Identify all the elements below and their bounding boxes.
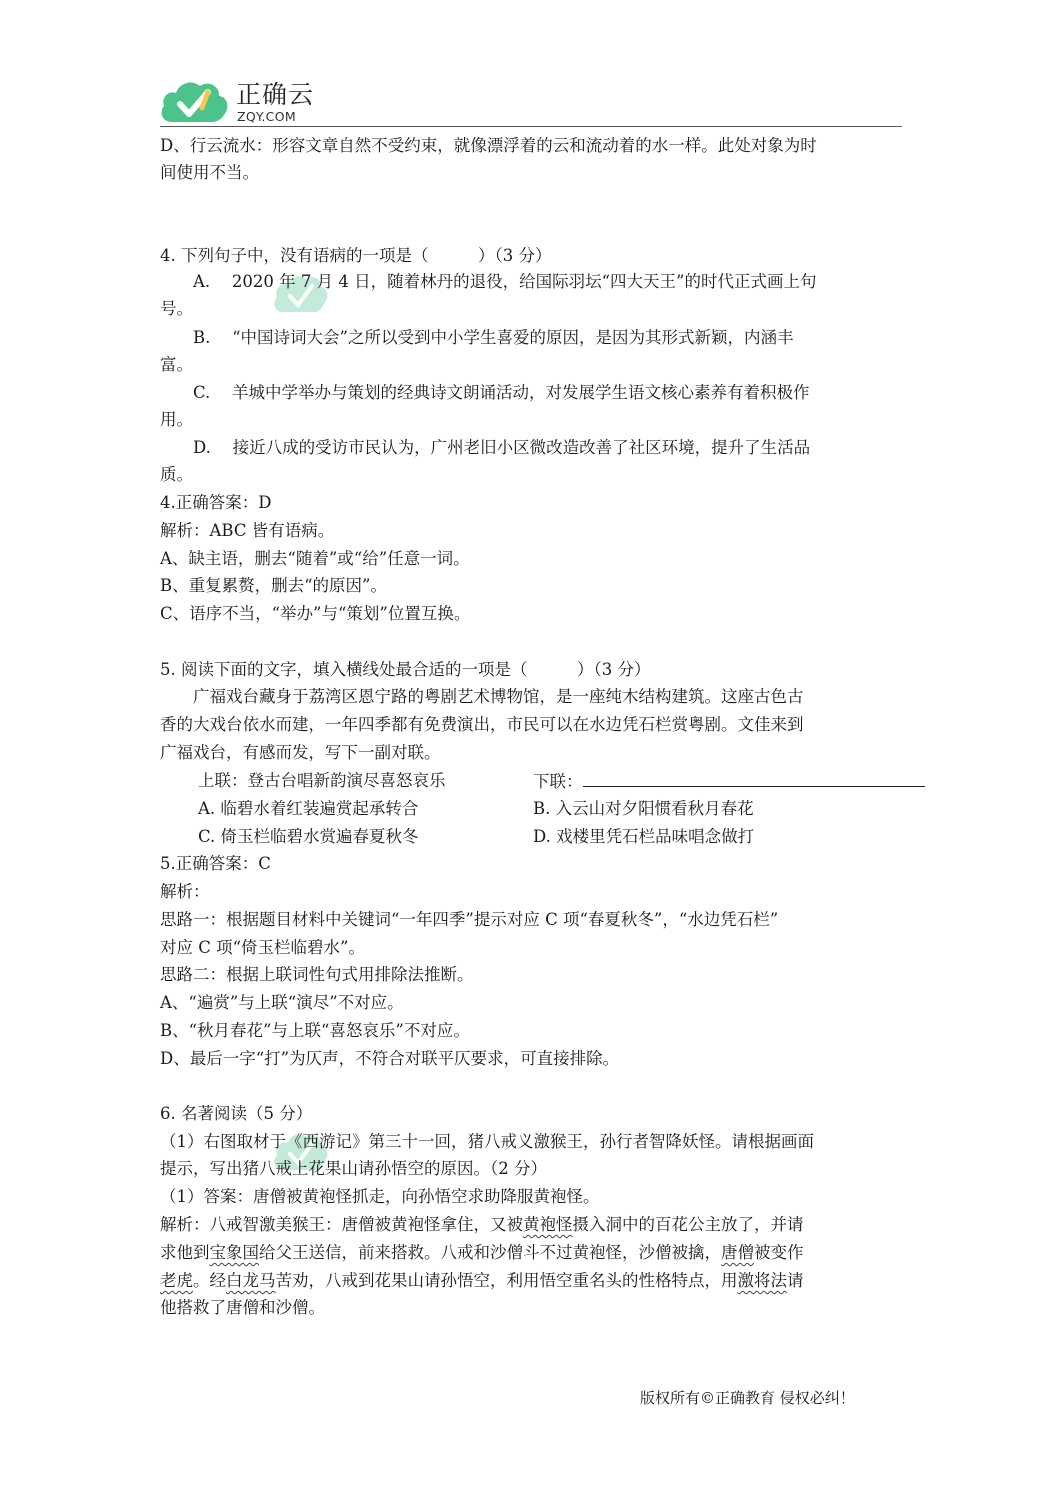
text-line: 号。: [160, 299, 193, 318]
q4-option-c: C. 羊城中学举办与策划的经典诗文朗诵活动，对发展学生语文核心素养有着积极作: [160, 383, 810, 402]
analysis-text: 给父王送信，前来搭救。八戒和沙僧斗不过黄袍怪，沙僧被擒，: [259, 1243, 721, 1262]
text-line: 对应 C 项“倚玉栏临碧水”。: [160, 938, 365, 957]
text-line: 质。: [160, 465, 193, 484]
analysis-line: [160, 1270, 804, 1292]
text-line: 广福戏台藏身于荔湾区恩宁路的粤剧艺术博物馆，是一座纯木结构建筑。这座古色古: [160, 687, 804, 706]
text-line: 思路二：根据上联词性句式用排除法推断。: [160, 965, 474, 984]
analysis-text: 被变作: [754, 1243, 804, 1262]
analysis-line: [160, 1242, 804, 1264]
text-line: D、行云流水：形容文章自然不受约束，就像漂浮着的云和流动着的水一样。此处对象为时: [160, 136, 817, 155]
question-5-stem: 5. 阅读下面的文字，填入横线处最合适的一项是（ ）（3 分）: [160, 660, 651, 679]
text-line: A、“遍赏”与上联“演尽”不对应。: [160, 993, 404, 1012]
text-line: B、重复累赘，删去“的原因”。: [160, 576, 387, 595]
analysis-line: [160, 1214, 804, 1236]
proper-noun: 宝象国: [209, 1243, 259, 1262]
couplet-lower: [533, 770, 925, 793]
text-line: （1）右图取材于《西游记》第三十一回，猪八戒义激猴王，孙行者智降妖怪。请根据画面: [160, 1132, 814, 1151]
logo-text: 正确云: [236, 80, 315, 109]
analysis-text: 求他到: [160, 1243, 210, 1262]
text-line: 提示，写出猪八戒上花果山请孙悟空的原因。（2 分）: [160, 1159, 547, 1178]
text-line: C、语序不当，“举办”与“策划”位置互换。: [160, 604, 471, 623]
logo-subtext: ZQY.COM: [237, 109, 296, 124]
text-line: 他搭救了唐僧和沙僧。: [160, 1298, 325, 1317]
text-line: 用。: [160, 410, 193, 429]
q6-answer: （1）答案：唐僧被黄袍怪抓走，向孙悟空求助降服黄袍怪。: [160, 1187, 600, 1206]
text-line: 思路一：根据题目材料中关键词“一年四季”提示对应 C 项“春夏秋冬”，“水边凭石栏”: [160, 910, 779, 929]
question-6-stem: 6. 名著阅读（5 分）: [160, 1104, 313, 1123]
q4-option-a: A. 2020 年 7 月 4 日，随着林丹的退役，给国际羽坛“四大天王”的时代正式画上句: [160, 272, 817, 291]
q5-option-a: A. 临碧水着红装遍赏起承转合: [198, 799, 419, 818]
q4-option-b: B. “中国诗词大会”之所以受到中小学生喜爱的原因，是因为其形式新颖，内涵丰: [160, 328, 794, 347]
question-4-stem: 4. 下列句子中，没有语病的一项是（ ）（3 分）: [160, 246, 552, 265]
couplet-upper: 上联：登古台唱新韵演尽喜怒哀乐: [198, 771, 446, 790]
copyright-footer: 版权所有©正确教育 侵权必纠！: [640, 1389, 855, 1407]
analysis-text: 摄入洞中的百花公主放了，并请: [572, 1215, 804, 1234]
q5-option-c: C. 倚玉栏临碧水赏遍春夏秋冬: [198, 827, 419, 846]
proper-noun: 唐僧: [721, 1243, 754, 1262]
analysis-text: 解析：八戒智激美猴王：唐僧被黄袍怪拿住，又被: [160, 1215, 523, 1234]
answer-blank: [583, 770, 925, 787]
q5-option-d: D. 戏楼里凭石栏品味唱念做打: [533, 827, 755, 846]
proper-noun: 老虎: [160, 1271, 193, 1290]
couplet-lower-label: 下联：: [533, 772, 583, 791]
text-line: 间使用不当。: [160, 163, 259, 182]
q4-option-d: D. 接近八成的受访市民认为，广州老旧小区微改造改善了社区环境，提升了生活品: [160, 438, 811, 457]
text-line: A、缺主语，删去“随着”或“给”任意一词。: [160, 549, 470, 568]
text-line: 解析：: [160, 882, 210, 901]
proper-noun: 黄袍怪: [523, 1215, 573, 1234]
text-line: 解析：ABC 皆有语病。: [160, 521, 335, 540]
text-line: 富。: [160, 355, 193, 374]
zqy-logo: [158, 78, 318, 128]
analysis-text: 请: [787, 1271, 804, 1290]
q5-option-b: B. 入云山对夕阳惯看秋月春花: [533, 799, 754, 818]
text-line: 香的大戏台依水而建，一年四季都有免费演出，市民可以在水边凭石栏赏粤剧。文佳来到: [160, 715, 804, 734]
text-line: B、“秋月春花”与上联“喜怒哀乐”不对应。: [160, 1021, 470, 1040]
analysis-text: 。经: [193, 1271, 226, 1290]
q5-answer: 5.正确答案：C: [160, 854, 271, 873]
text-line: D、最后一字“打”为仄声，不符合对联平仄要求，可直接排除。: [160, 1049, 620, 1068]
cloud-check-icon: [158, 78, 232, 126]
header-divider: [160, 126, 902, 127]
proper-noun: 白龙马: [226, 1271, 276, 1290]
proper-noun: 激将法: [737, 1271, 787, 1290]
text-line: 广福戏台，有感而发，写下一副对联。: [160, 743, 441, 762]
analysis-text: 苦劝，八戒到花果山请孙悟空，利用悟空重名头的性格特点，用: [275, 1271, 738, 1290]
q4-answer: 4.正确答案：D: [160, 493, 272, 512]
